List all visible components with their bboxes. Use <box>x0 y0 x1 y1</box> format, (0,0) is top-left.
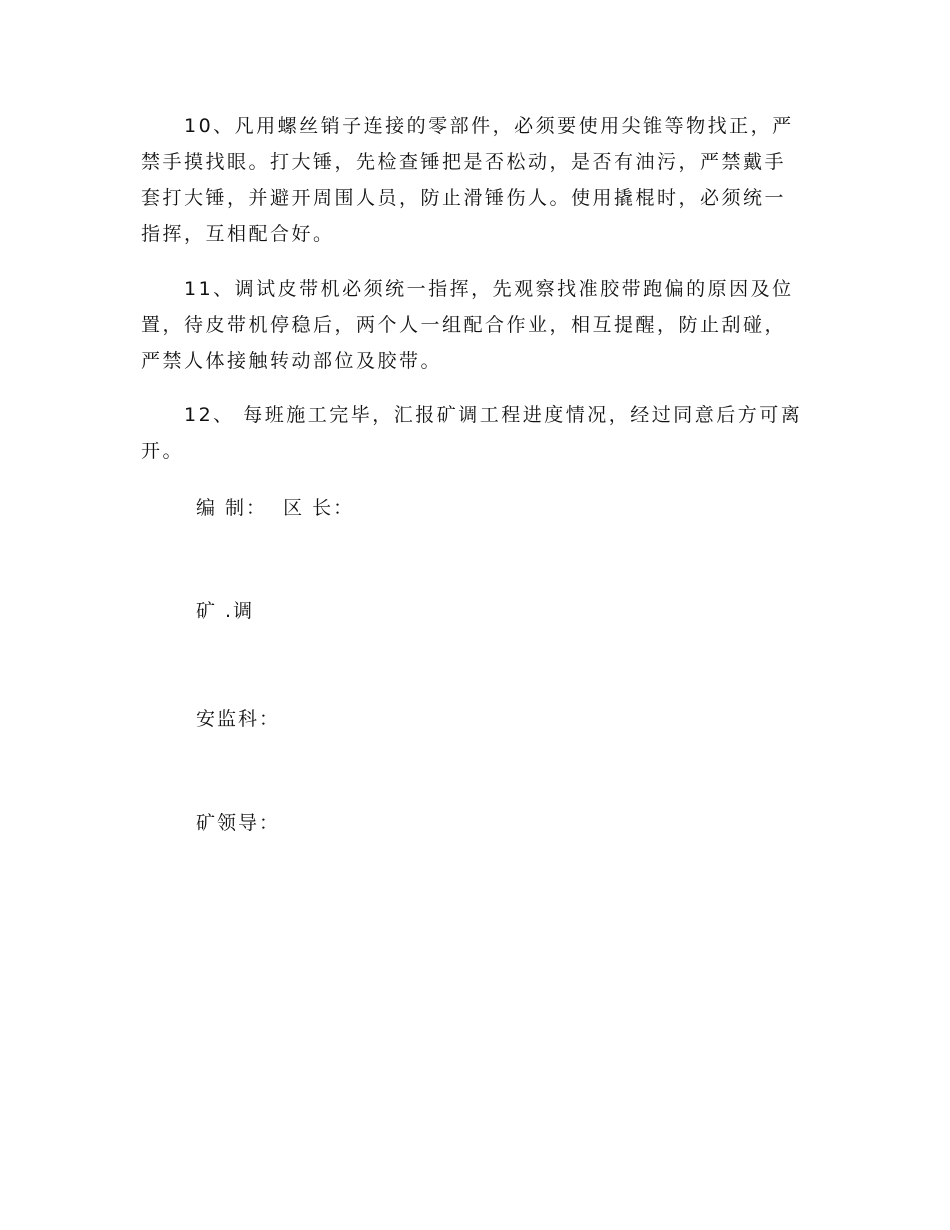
signature-mine-dispatch: 矿 .调 <box>196 600 255 622</box>
signature-mine-leader: 矿领导： <box>196 812 281 834</box>
paragraph-12: 12、 每班施工完毕，汇报矿调工程进度情况，经过同意后方可离开。 <box>141 404 803 462</box>
paragraph-10: 10、凡用螺丝销子连接的零部件，必须要使用尖锥等物找正，严禁手摸找眼。打大锤，先检查锤把是否松动，是否有油污，严禁戴手套打大锤，并避开周围人员，防止滑锤伤人。使用撬棍时，必须统一指挥，互相配合好。 <box>141 115 794 245</box>
paragraph-11: 11、调试皮带机必须统一指挥，先观察找准胶带跑偏的原因及位置，待皮带机停稳后，两个人一组配合作业，相互提醒，防止刮碰，严禁人体接触转动部位及胶带。 <box>141 278 794 372</box>
signature-compile-chief: 编 制： 区 长： <box>196 497 355 519</box>
signature-safety-dept: 安监科： <box>196 708 281 730</box>
